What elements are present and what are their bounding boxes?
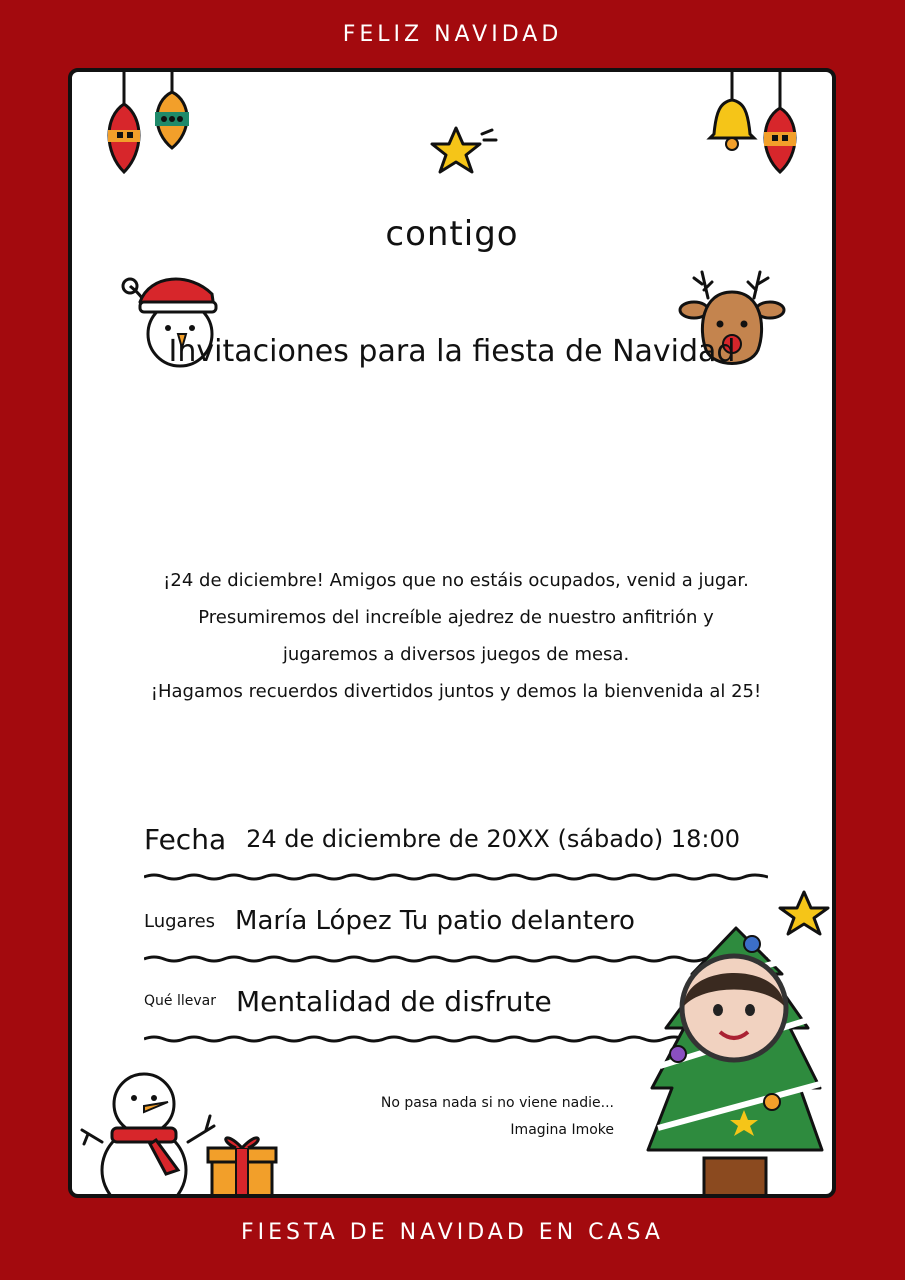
detail-value: Mentalidad de disfrute	[235, 984, 552, 1018]
gift-icon	[206, 1126, 278, 1198]
invitation-title: Invitaciones para la fiesta de Navidad	[168, 334, 736, 369]
body-line: ¡24 de diciembre! Amigos que no estáis ocupados, venid a jugar.	[163, 570, 749, 591]
detail-label: Lugares	[144, 910, 216, 932]
star-icon	[428, 124, 500, 184]
body-line: Presumiremos del increíble ajedrez de nuestro anfitrión y	[198, 607, 714, 628]
invitation-card	[68, 68, 836, 1198]
detail-value: 24 de diciembre de 20XX (sábado) 18:00	[246, 825, 741, 853]
detail-row-date	[144, 808, 764, 870]
top-banner: FELIZ NAVIDAD	[342, 22, 563, 47]
detail-label: Qué llevar	[144, 993, 216, 1009]
invitation-body	[92, 562, 820, 710]
body-line: jugaremos a diversos juegos de mesa.	[282, 644, 630, 665]
note-line: Imagina Imoke	[510, 1122, 614, 1138]
bell-icon	[702, 72, 812, 182]
detail-value: María López Tu patio delantero	[235, 906, 635, 936]
bottom-banner: FIESTA DE NAVIDAD EN CASA	[241, 1220, 664, 1245]
christmas-tree-icon	[644, 888, 834, 1198]
divider	[144, 872, 768, 882]
note-line: No pasa nada si no viene nadie...	[380, 1095, 614, 1111]
detail-label: Fecha	[144, 822, 227, 856]
subtitle: contigo	[385, 214, 519, 254]
ornament-icon	[100, 72, 190, 182]
closing-note	[381, 1090, 614, 1144]
body-line: ¡Hagamos recuerdos divertidos juntos y demos la bienvenida al 25!	[150, 681, 762, 702]
